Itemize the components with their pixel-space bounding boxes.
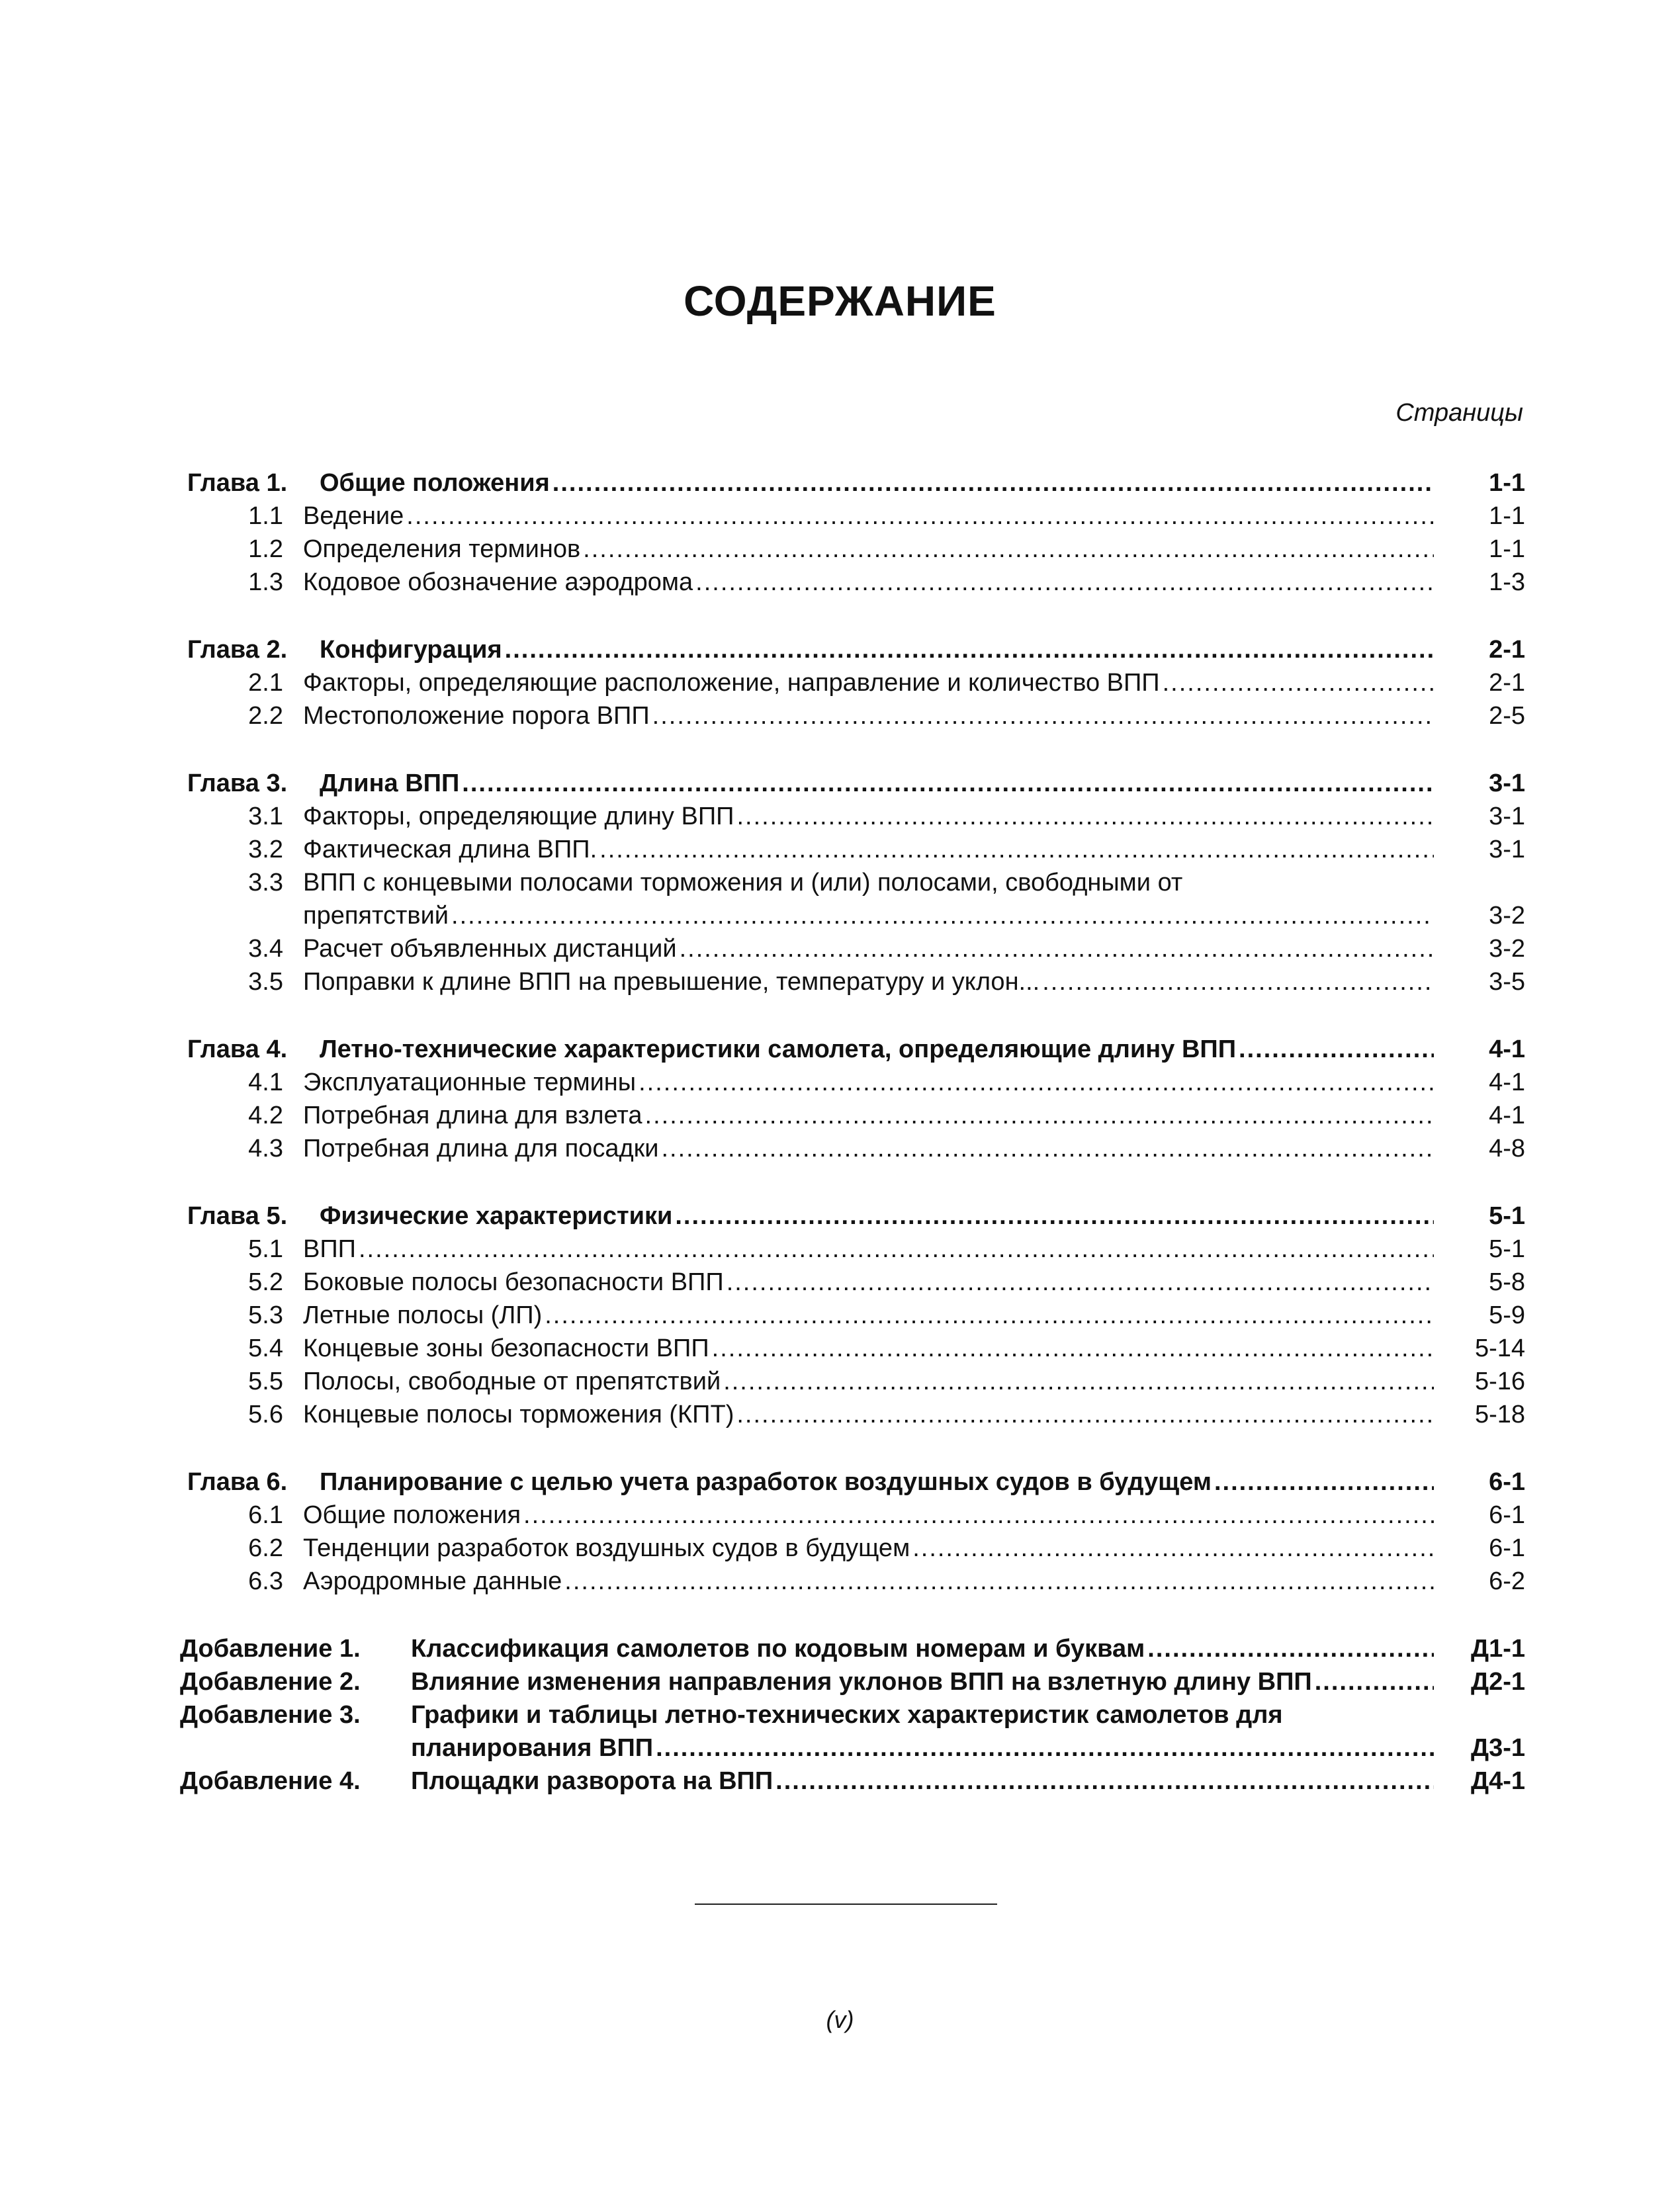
section-title: Аэродромные данные [303,1567,562,1595]
chapter-group [0,1033,1680,1165]
section-number: 2.2 [248,702,283,730]
appendix-page: Д2-1 [1471,1668,1525,1696]
toc-section-row[interactable] [0,1099,1680,1132]
section-page: 4-8 [1489,1135,1525,1162]
toc-section-row[interactable] [0,833,1680,866]
appendix-group [0,1632,1680,1798]
section-page: 3-5 [1489,968,1525,996]
appendix-page: Д3-1 [1471,1734,1525,1762]
dot-leader [1042,965,1434,998]
section-number: 5.1 [248,1235,283,1263]
section-number: 1.2 [248,535,283,563]
appendix-title: Влияние изменения направления уклонов ВПП на взлетную длину ВПП [411,1668,1312,1696]
dot-leader [680,932,1434,965]
dot-leader [545,1299,1434,1332]
chapter-title: Физические характеристики [320,1202,673,1230]
section-title: Летные полосы (ЛП) [303,1301,543,1329]
appendix-page: Д1-1 [1471,1635,1525,1663]
section-page: 3-2 [1489,935,1525,963]
section-title: Поправки к длине ВПП на превышение, температуру и уклон... [303,968,1040,996]
chapter-page: 4-1 [1489,1035,1525,1063]
section-page: 5-18 [1474,1401,1525,1428]
chapter-title: Конфигурация [320,636,502,664]
toc-section-row[interactable] [0,500,1680,533]
dot-leader [406,500,1434,533]
section-title: Общие положения [303,1501,521,1529]
section-title: Концевые зоны безопасности ВПП [303,1335,709,1362]
toc-section-row[interactable] [0,1365,1680,1398]
section-title: Фактическая длина ВПП. [303,836,597,863]
appendix-title-continued: планирования ВПП [411,1734,654,1762]
dot-leader [727,1266,1434,1299]
chapter-group [0,466,1680,599]
section-page: 1-1 [1489,502,1525,530]
dot-leader [583,533,1434,566]
appendix-title: Графики и таблицы летно-технических характеристик самолетов для [411,1701,1283,1729]
section-number: 3.5 [248,968,283,996]
section-page: 5-9 [1489,1301,1525,1329]
section-number: 5.2 [248,1268,283,1296]
appendix-number: Добавление 2. [180,1668,361,1696]
chapter-title: Общие положения [320,469,550,497]
dot-leader [1214,1466,1434,1499]
section-title: Эксплуатационные термины [303,1069,637,1096]
section-page: 6-2 [1489,1567,1525,1595]
section-page: 2-1 [1489,669,1525,697]
toc-section-row[interactable] [0,866,1680,899]
toc-appendix-row[interactable] [0,1665,1680,1698]
section-page: 6-1 [1489,1501,1525,1529]
toc-appendix-row[interactable] [0,1632,1680,1665]
section-page: 5-1 [1489,1235,1525,1263]
section-number: 6.1 [248,1501,283,1529]
toc-appendix-row[interactable] [0,1765,1680,1798]
chapter-page: 6-1 [1489,1468,1525,1496]
chapter-group [0,1466,1680,1598]
toc-section-row[interactable] [0,965,1680,998]
chapter-number: Глава 2. [187,636,288,664]
toc-section-row[interactable] [0,1266,1680,1299]
section-number: 3.3 [248,869,283,897]
toc-appendix-row[interactable] [0,1698,1680,1731]
chapter-page: 5-1 [1489,1202,1525,1230]
toc-chapter-row[interactable] [0,1033,1680,1066]
section-title: Расчет объявленных дистанций [303,935,677,963]
dot-leader [712,1332,1434,1365]
dot-leader [505,633,1434,666]
section-number: 1.3 [248,568,283,596]
toc-section-row[interactable] [0,932,1680,965]
chapter-number: Глава 5. [187,1202,288,1230]
dot-leader [359,1233,1434,1266]
chapter-number: Глава 4. [187,1035,288,1063]
toc-appendix-row-continued[interactable] [0,1731,1680,1765]
section-title: ВПП [303,1235,356,1263]
section-title: Факторы, определяющие длину ВПП [303,803,734,830]
dot-leader [652,699,1434,732]
section-number: 3.2 [248,836,283,863]
dot-leader [1315,1665,1434,1698]
toc-section-row[interactable] [0,1299,1680,1332]
chapter-title: Летно-технические характеристики самолета, определяющие длину ВПП [320,1035,1237,1063]
section-title: Концевые полосы торможения (КПТ) [303,1401,734,1428]
chapter-page: 1-1 [1489,469,1525,497]
section-title: Факторы, определяющие расположение, направление и количество ВПП [303,669,1160,697]
page-number: (v) [826,2006,854,2033]
appendix-title: Площадки разворота на ВПП [411,1767,774,1795]
dot-leader [736,1398,1434,1431]
section-number: 5.6 [248,1401,283,1428]
dot-leader [564,1565,1434,1598]
section-number: 4.1 [248,1069,283,1096]
chapter-number: Глава 1. [187,469,288,497]
section-number: 6.2 [248,1534,283,1562]
section-page: 3-2 [1489,902,1525,930]
section-title: Полосы, свободные от препятствий [303,1368,721,1395]
dot-leader [451,899,1434,932]
chapter-page: 3-1 [1489,769,1525,797]
section-title: Тенденции разработок воздушных судов в будущем [303,1534,910,1562]
section-number: 5.4 [248,1335,283,1362]
chapter-group [0,767,1680,998]
toc-section-row[interactable] [0,1233,1680,1266]
toc-section-row[interactable] [0,699,1680,732]
section-number: 2.1 [248,669,283,697]
appendix-title: Классификация самолетов по кодовым номерам и буквам [411,1635,1145,1663]
section-number: 6.3 [248,1567,283,1595]
appendix-number: Добавление 4. [180,1767,361,1795]
dot-leader [523,1499,1434,1532]
toc-section-row[interactable] [0,1499,1680,1532]
dot-leader [775,1765,1434,1798]
dot-leader [736,800,1434,833]
section-number: 5.3 [248,1301,283,1329]
section-page: 2-5 [1489,702,1525,730]
dot-leader [553,466,1434,500]
dot-leader [639,1066,1434,1099]
appendix-page: Д4-1 [1471,1767,1525,1795]
section-number: 3.1 [248,803,283,830]
toc-section-row[interactable] [0,566,1680,599]
section-title: Определения терминов [303,535,581,563]
dot-leader [1147,1632,1434,1665]
appendix-number: Добавление 3. [180,1701,361,1729]
appendix-number: Добавление 1. [180,1635,361,1663]
toc-section-row[interactable] [0,1332,1680,1365]
section-number: 4.2 [248,1102,283,1129]
section-number: 5.5 [248,1368,283,1395]
toc-section-row-continued[interactable] [0,899,1680,932]
section-page: 4-1 [1489,1102,1525,1129]
section-title: ВПП с концевыми полосами торможения и (или) полосами, свободными от [303,869,1183,897]
section-page: 5-8 [1489,1268,1525,1296]
toc-section-row[interactable] [0,1565,1680,1598]
chapter-title: Длина ВПП [320,769,460,797]
chapter-group [0,633,1680,732]
toc-chapter-row[interactable] [0,633,1680,666]
footer-divider [695,1904,997,1905]
pages-column-label: Страницы [1395,399,1523,427]
section-title: Местоположение порога ВПП [303,702,650,730]
chapter-title: Планирование с целью учета разработок воздушных судов в будущем [320,1468,1212,1496]
section-title: Боковые полосы безопасности ВПП [303,1268,724,1296]
toc-section-row[interactable] [0,666,1680,699]
toc-chapter-row[interactable] [0,1466,1680,1499]
section-page: 1-3 [1489,568,1525,596]
section-page: 5-16 [1474,1368,1525,1395]
toc-chapter-row[interactable] [0,466,1680,500]
dot-leader [1239,1033,1434,1066]
section-number: 3.4 [248,935,283,963]
section-page: 5-14 [1474,1335,1525,1362]
toc-section-row[interactable] [0,1398,1680,1431]
section-page: 1-1 [1489,535,1525,563]
section-page: 3-1 [1489,803,1525,830]
section-page: 3-1 [1489,836,1525,863]
section-title: Кодовое обозначение аэродрома [303,568,693,596]
toc-chapter-row[interactable] [0,1200,1680,1233]
toc-section-row[interactable] [0,800,1680,833]
section-title-continued: препятствий [303,902,449,930]
toc-chapter-row[interactable] [0,767,1680,800]
chapter-group [0,1200,1680,1431]
toc-section-row[interactable] [0,1066,1680,1099]
chapter-page: 2-1 [1489,636,1525,664]
section-page: 4-1 [1489,1069,1525,1096]
dot-leader [599,833,1434,866]
section-page: 6-1 [1489,1534,1525,1562]
section-title: Потребная длина для взлета [303,1102,642,1129]
chapter-number: Глава 6. [187,1468,288,1496]
dot-leader [656,1731,1434,1765]
dot-leader [912,1532,1434,1565]
dot-leader [1163,666,1434,699]
page-title: СОДЕРЖАНИЕ [684,277,996,325]
table-of-contents [0,466,1680,1832]
section-number: 1.1 [248,502,283,530]
dot-leader [723,1365,1434,1398]
dot-leader [695,566,1434,599]
section-title: Ведение [303,502,404,530]
chapter-number: Глава 3. [187,769,288,797]
toc-section-row[interactable] [0,533,1680,566]
dot-leader [645,1099,1434,1132]
section-title: Потребная длина для посадки [303,1135,659,1162]
toc-section-row[interactable] [0,1132,1680,1165]
dot-leader [661,1132,1434,1165]
dot-leader [675,1200,1434,1233]
toc-section-row[interactable] [0,1532,1680,1565]
section-number: 4.3 [248,1135,283,1162]
dot-leader [462,767,1434,800]
